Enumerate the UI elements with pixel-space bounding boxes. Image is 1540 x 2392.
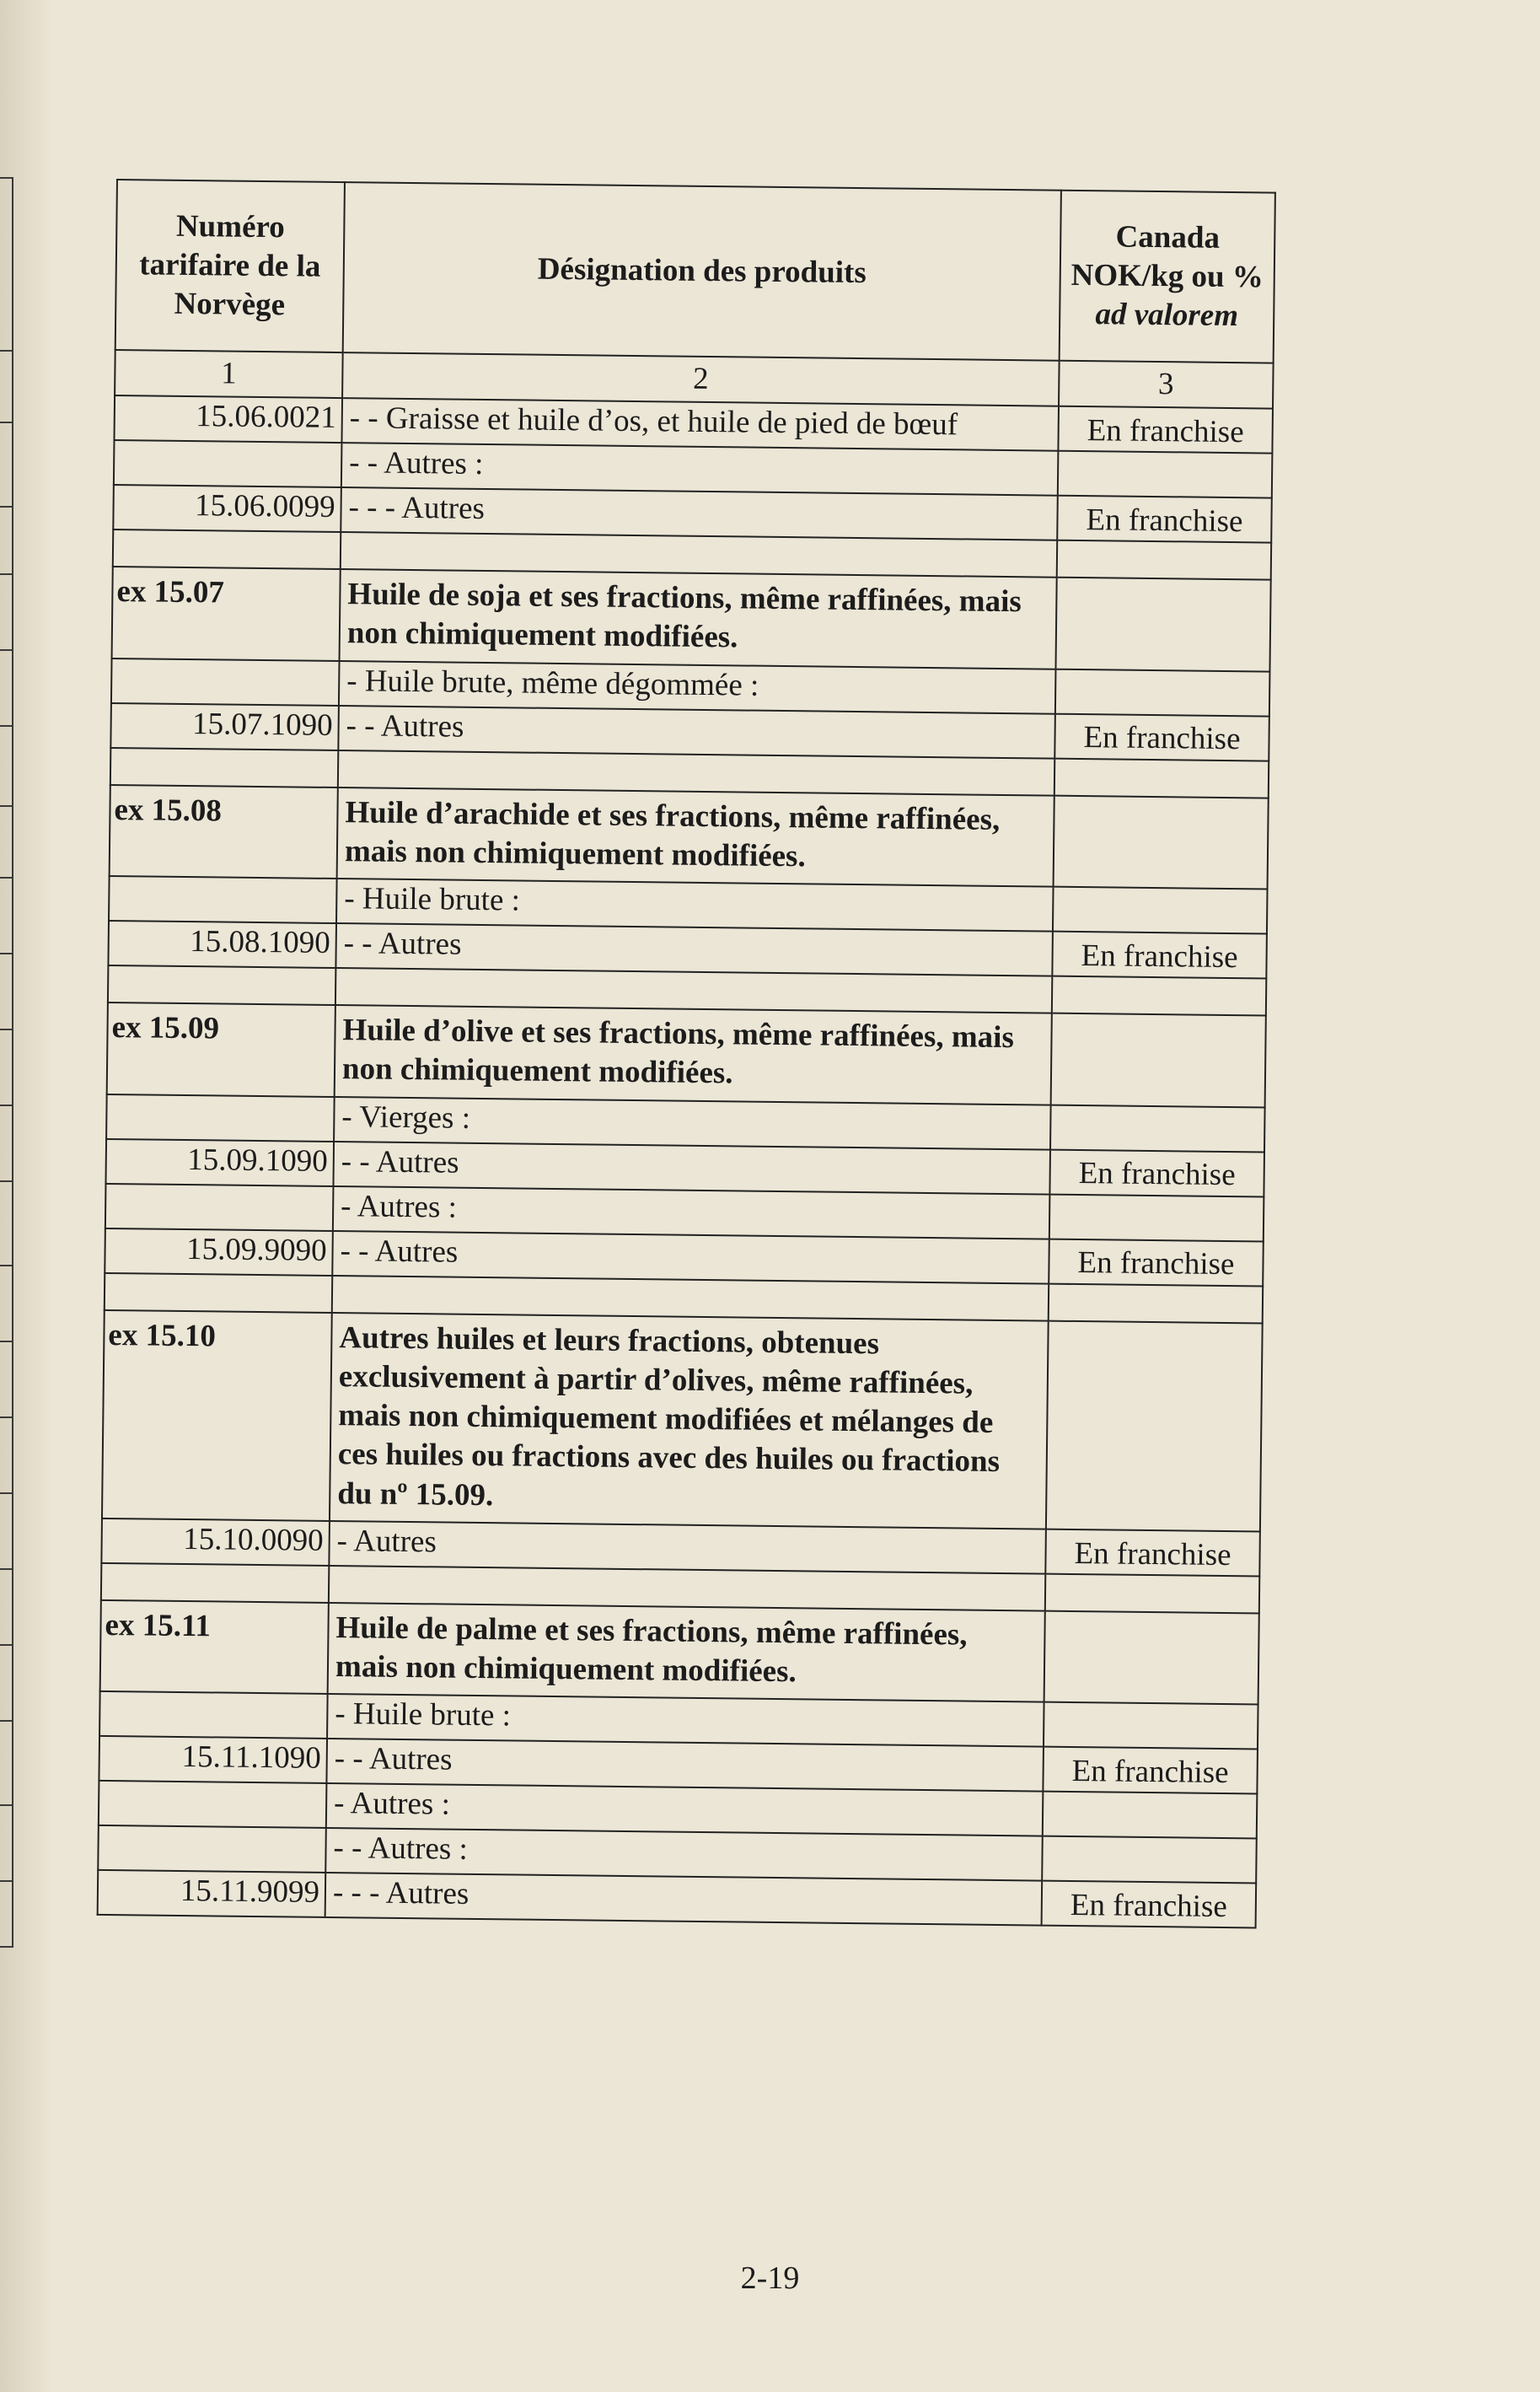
empty-cell xyxy=(108,965,335,1005)
column-number-3: 3 xyxy=(1059,361,1274,409)
header-row xyxy=(115,180,1275,363)
rate-cell xyxy=(1055,669,1270,716)
header-tariff-number: Numéro tarifaire de la Norvège xyxy=(115,180,345,352)
rate-cell xyxy=(1054,795,1269,889)
column-number-1: 1 xyxy=(115,350,343,398)
description-cell: - Autres : xyxy=(326,1783,1044,1836)
description-cell: Huile d’arachide et ses fractions, même raffinées, mais non chimiquement modifiées. xyxy=(337,787,1054,887)
empty-cell xyxy=(101,1563,329,1603)
tariff-code-cell: 15.11.9099 xyxy=(98,1870,326,1917)
tariff-code-cell xyxy=(111,658,340,705)
empty-cell xyxy=(1049,1283,1263,1323)
tariff-code-cell: ex 15.11 xyxy=(100,1600,329,1695)
header-canada-rate xyxy=(1060,191,1275,363)
description-cell: - - - Autres xyxy=(325,1873,1043,1926)
tariff-code-cell: ex 15.07 xyxy=(112,567,341,661)
rate-cell xyxy=(1050,1105,1265,1152)
heading-row xyxy=(100,1600,1259,1705)
description-cell: Huile d’olive et ses fractions, même raffinées, mais non chimiquement modifiées. xyxy=(335,1005,1052,1105)
rate-cell xyxy=(1043,1792,1258,1839)
description-cell: - Huile brute : xyxy=(327,1694,1044,1747)
description-cell: - - Autres xyxy=(333,1142,1050,1195)
tariff-code-cell: 15.06.0099 xyxy=(113,485,341,532)
rate-cell: En franchise xyxy=(1042,1881,1257,1928)
description-cell: - Autres : xyxy=(333,1185,1050,1239)
rate-cell xyxy=(1049,1194,1264,1241)
description-cell: - Huile brute, même dégommée : xyxy=(339,661,1056,714)
empty-cell xyxy=(113,529,341,569)
tariff-code-cell: 15.09.9090 xyxy=(105,1228,333,1275)
description-cell: - - Autres xyxy=(338,706,1055,759)
tariff-code-cell: 15.08.1090 xyxy=(108,921,336,968)
rate-cell xyxy=(1055,578,1270,671)
description-cell: - Vierges : xyxy=(334,1097,1051,1150)
column-number-2: 2 xyxy=(342,352,1060,406)
description-cell: - - Autres : xyxy=(341,443,1059,496)
empty-cell xyxy=(1045,1573,1259,1613)
description-cell: - - - Autres xyxy=(341,487,1058,540)
heading-row xyxy=(110,784,1269,889)
tariff-code-cell: 15.10.0090 xyxy=(101,1519,330,1566)
rate-cell: En franchise xyxy=(1052,932,1267,979)
rate-cell xyxy=(1051,1013,1266,1107)
header-canada-rate-label: Canada NOK/kg ou % xyxy=(1070,219,1264,295)
rate-cell xyxy=(1058,451,1273,498)
tariff-code-cell: ex 15.09 xyxy=(107,1002,335,1097)
description-cell: - - Autres : xyxy=(325,1828,1043,1881)
rate-cell xyxy=(1053,887,1268,934)
rate-cell: En franchise xyxy=(1054,713,1269,761)
tariff-code-cell: 15.07.1090 xyxy=(110,702,339,750)
tariff-code-cell: ex 15.10 xyxy=(102,1309,332,1520)
rate-cell: En franchise xyxy=(1045,1529,1260,1576)
tariff-code-cell: 15.09.1090 xyxy=(105,1138,334,1185)
table-body xyxy=(98,395,1273,1928)
header-product-designation: Désignation des produits xyxy=(343,182,1061,361)
page-number: 2-19 xyxy=(740,2260,800,2296)
description-cell: - Autres xyxy=(329,1521,1046,1574)
description-cell: - - Autres xyxy=(332,1230,1049,1283)
tariff-code-cell xyxy=(98,1825,326,1873)
tariff-code-cell xyxy=(105,1183,334,1230)
tariff-code-cell: 15.06.0021 xyxy=(114,395,342,443)
binding-gutter xyxy=(0,0,52,2392)
empty-cell xyxy=(1057,540,1271,580)
description-cell: Huile de soja et ses fractions, même raffinées, mais non chimiquement modifiées. xyxy=(340,569,1057,669)
rate-cell: En franchise xyxy=(1049,1149,1264,1196)
rate-cell: En franchise xyxy=(1057,496,1272,543)
empty-cell xyxy=(1054,758,1269,798)
tariff-code-cell xyxy=(114,440,342,487)
rate-cell: En franchise xyxy=(1058,406,1273,454)
header-ad-valorem: ad valorem xyxy=(1095,297,1239,334)
adjacent-page-edge xyxy=(0,177,13,1948)
description-cell: Huile de palme et ses fractions, même raffinées, mais non chimiquement modifiées. xyxy=(328,1603,1045,1702)
description-cell: - - Autres xyxy=(335,923,1053,976)
tariff-table xyxy=(97,179,1276,1929)
tariff-schedule xyxy=(97,179,1274,1929)
tariff-code-cell xyxy=(106,1094,335,1141)
description-cell: - - Autres xyxy=(326,1739,1044,1792)
rate-cell xyxy=(1046,1320,1263,1531)
description-cell: - - Graisse et huile d’os, et huile de pied de bœuf xyxy=(341,398,1059,451)
tariff-code-cell xyxy=(109,876,337,923)
heading-row xyxy=(112,567,1271,671)
rate-cell xyxy=(1044,1610,1259,1704)
heading-row xyxy=(107,1002,1266,1107)
empty-cell xyxy=(1052,976,1266,1016)
tariff-code-cell xyxy=(99,1781,327,1828)
empty-cell xyxy=(105,1272,332,1312)
rate-cell: En franchise xyxy=(1049,1239,1264,1286)
rate-cell xyxy=(1042,1836,1257,1884)
empty-cell xyxy=(110,747,338,787)
description-cell: Autres huiles et leurs fractions, obtenues exclusivement à partir d’olives, même raffinées, mais non chimiquement modifiées et mélanges de ces huiles ou fractions avec des huiles ou fractions du nº 15.09. xyxy=(330,1312,1049,1529)
description-cell: - Huile brute : xyxy=(336,879,1054,932)
heading-row xyxy=(102,1309,1263,1531)
tariff-code-cell: ex 15.08 xyxy=(110,784,338,879)
rate-cell: En franchise xyxy=(1043,1747,1258,1794)
tariff-code-cell: 15.11.1090 xyxy=(99,1736,327,1783)
rate-cell xyxy=(1044,1702,1258,1750)
tariff-code-cell xyxy=(99,1691,328,1739)
